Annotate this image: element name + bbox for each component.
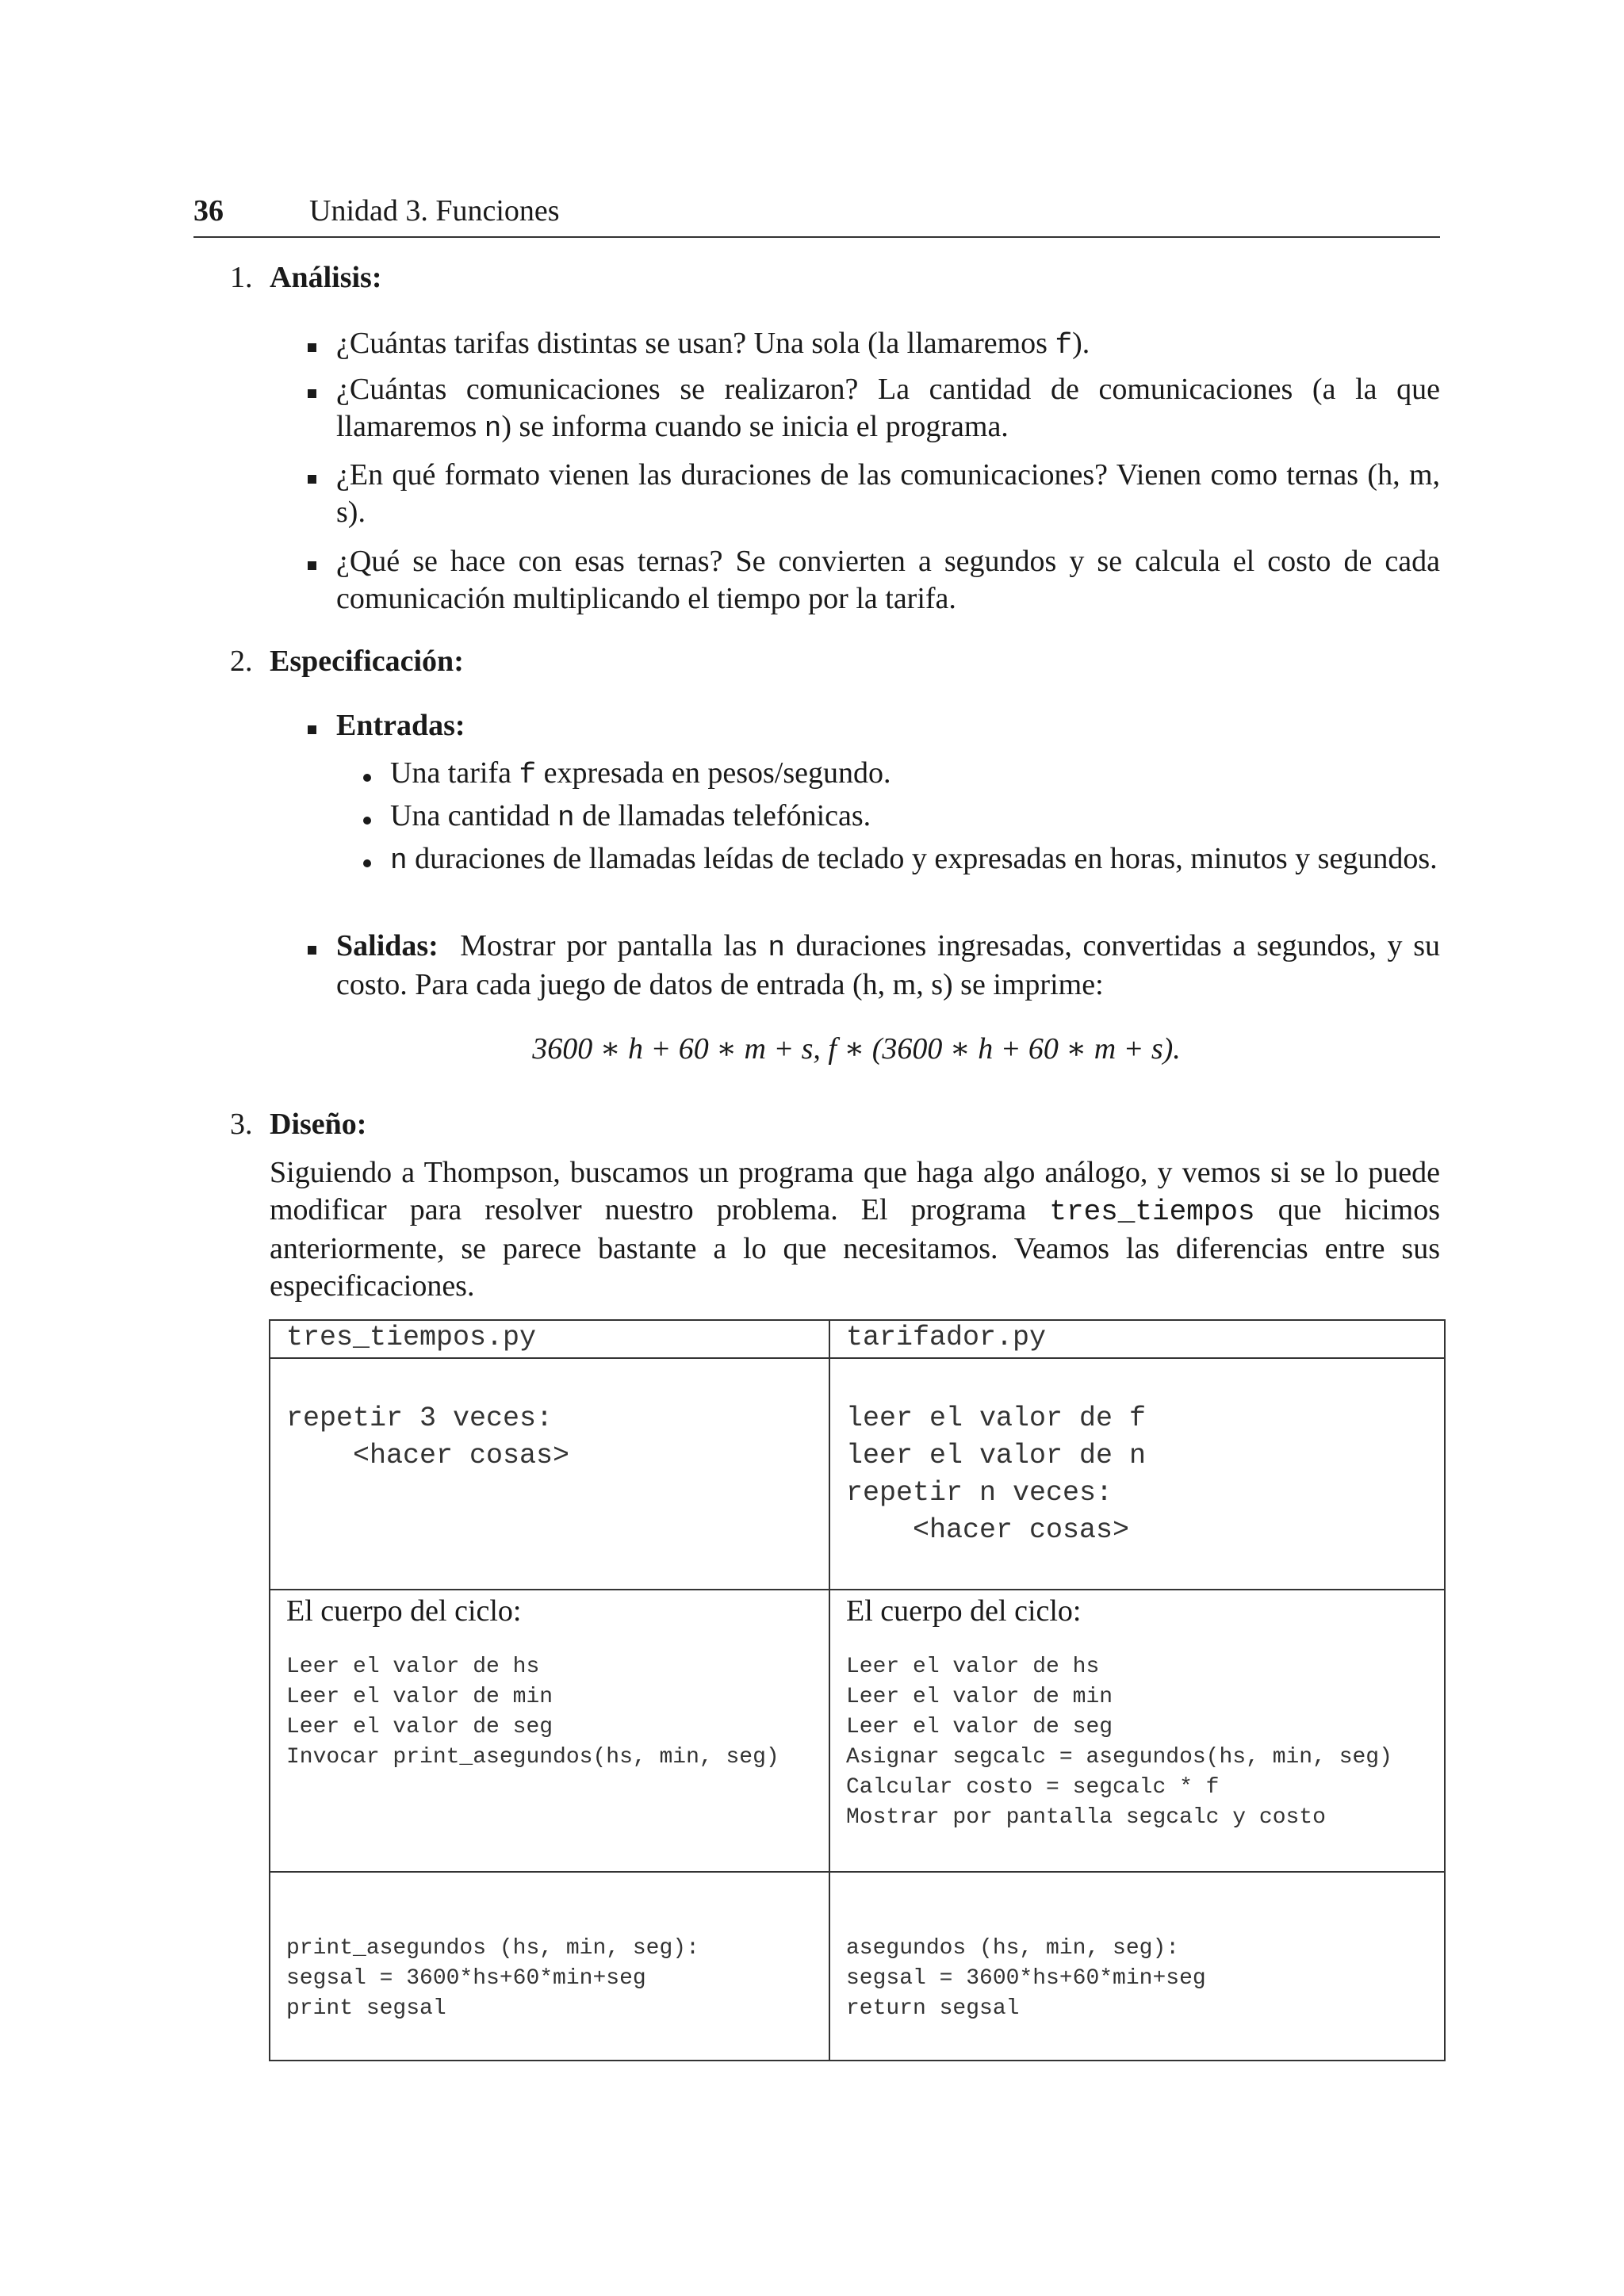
bullet-square	[308, 343, 316, 352]
loop-body-label: El cuerpo del ciclo:	[286, 1594, 522, 1628]
running-header	[193, 193, 1440, 238]
comparison-table	[269, 1319, 1446, 2061]
print-asegundos-function: print_asegundos (hs, min, seg): segsal = 3600*hs+60*min+seg print segsal	[286, 1936, 699, 2021]
bullet-square	[308, 946, 316, 955]
input-item-1: Una tarifa f expresada en pesos/segundo.	[390, 756, 891, 791]
enum-number-2: 2.	[230, 645, 253, 678]
section-title-analysis: Análisis:	[270, 261, 382, 294]
enum-number-3: 3.	[230, 1108, 253, 1141]
input-item-2: Una cantidad n de llamadas telefónicas.	[390, 799, 871, 834]
table-header-tres-tiempos: tres_tiempos.py	[286, 1322, 537, 1353]
asegundos-function: asegundos (hs, min, seg): segsal = 3600*hs+60*min+seg return segsal	[846, 1936, 1206, 2021]
bullet-dot	[363, 774, 371, 782]
bullet-dot	[363, 817, 371, 825]
tres-tiempos-loop-body: Leer el valor de hs Leer el valor de min Leer el valor de seg Invocar print_asegundos(hs, min, seg)	[286, 1655, 779, 1770]
bullet-dot	[363, 859, 371, 867]
input-item-3: n duraciones de llamadas leídas de teclado y expresadas en horas, minutos y segundos.	[390, 842, 1438, 877]
analysis-item-1: ¿Cuántas tarifas distintas se usan? Una sola (la llamaremos f).	[336, 327, 1090, 362]
table-rule	[829, 1319, 830, 2061]
design-paragraph: Siguiendo a Thompson, buscamos un programa que haga algo análogo, y vemos si se lo puede modificar para resolver nuestro problema. El programa tres_tiempos que hicimos anteriormente, se parece bastante a lo que necesitamos. Veamos las diferencias entre sus especificaciones.	[270, 1156, 1440, 1303]
table-rule	[1444, 1319, 1446, 2061]
tres-tiempos-outline: repetir 3 veces: <hacer cosas>	[286, 1402, 570, 1471]
section-title-design: Diseño:	[270, 1108, 367, 1141]
outputs-text: Salidas: Mostrar por pantalla las n duraciones ingresadas, convertidas a segundos, y su costo. Para cada juego de datos de entrada (h, m, s) se imprime:	[336, 929, 1441, 1001]
section-title-specification: Especificación:	[270, 645, 464, 678]
analysis-item-4: ¿Qué se hace con esas ternas? Se convierten a segundos y se calcula el costo de cada comunicación multiplicando el tiempo por la tarifa.	[336, 545, 1440, 615]
chapter-title: Unidad 3. Funciones	[309, 194, 560, 228]
table-rule	[269, 1319, 270, 2061]
bullet-square	[308, 725, 316, 734]
page-number: 36	[193, 194, 224, 228]
tarifador-loop-body: Leer el valor de hs Leer el valor de min Leer el valor de seg Asignar segcalc = asegundos(hs, min, seg) Calcular costo = segcalc * f Mostrar por pantalla segcalc y costo	[846, 1655, 1392, 1830]
table-rule	[269, 1871, 1446, 1873]
inputs-label: Entradas:	[336, 709, 465, 742]
table-header-tarifador: tarifador.py	[846, 1322, 1047, 1353]
table-rule	[269, 1357, 1446, 1359]
bullet-square	[308, 475, 316, 484]
enum-number-1: 1.	[230, 261, 253, 294]
loop-body-label: El cuerpo del ciclo:	[846, 1594, 1082, 1628]
table-rule	[269, 2060, 1446, 2061]
table-rule	[269, 1589, 1446, 1590]
bullet-square	[308, 389, 316, 398]
analysis-item-3: ¿En qué formato vienen las duraciones de las comunicaciones? Vienen como ternas (h, m, s).	[336, 458, 1440, 529]
analysis-item-2: ¿Cuántas comunicaciones se realizaron? La cantidad de comunicaciones (a la que llamaremos n) se informa cuando se inicia el programa.	[336, 373, 1440, 445]
bullet-square	[308, 561, 316, 570]
tarifador-outline: leer el valor de f leer el valor de n repetir n veces: <hacer cosas>	[846, 1402, 1147, 1546]
cost-formula: 3600 ∗ h + 60 ∗ m + s, f ∗ (3600 ∗ h + 60 ∗ m + s).	[532, 1032, 1181, 1066]
